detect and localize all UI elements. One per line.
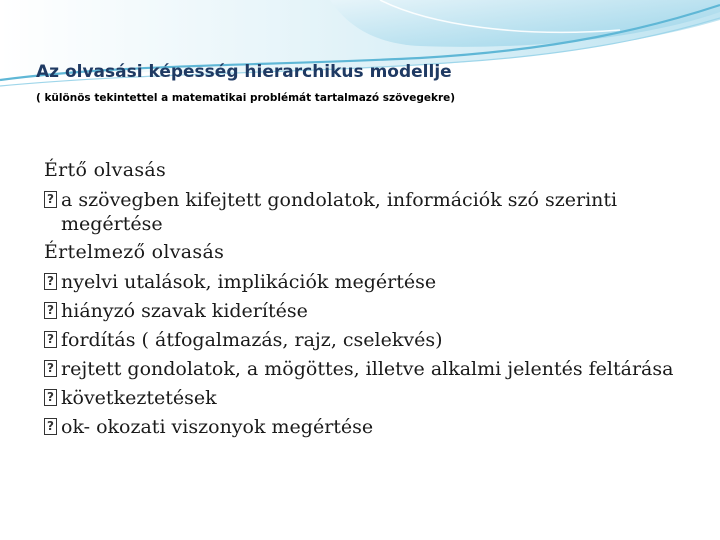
page-subtitle: ( különös tekintettel a matematikai problémát tartalmazó szövegekre): [36, 92, 456, 104]
missing-glyph-icon: [44, 273, 57, 290]
missing-glyph-icon: [44, 389, 57, 406]
list-item: [44, 296, 694, 325]
missing-glyph-icon: [44, 302, 57, 319]
list-item-text: a szövegben kifejtett gondolatok, információk szó szerinti megértése: [61, 189, 618, 235]
page-title: Az olvasási képesség hierarchikus modellje: [36, 62, 452, 82]
section-heading-erto-olvasas: Értő olvasás: [44, 159, 167, 181]
list-item: [44, 383, 694, 412]
list-item: [44, 325, 694, 354]
missing-glyph-icon: [44, 331, 57, 348]
list-item: [44, 267, 694, 296]
list-item: [44, 354, 694, 383]
content-body: [44, 156, 694, 441]
list-item-text: hiányzó szavak kiderítése: [61, 300, 308, 322]
list-item: [44, 185, 694, 238]
list-item: [44, 412, 694, 441]
list-item-text: ok- okozati viszonyok megértése: [61, 416, 374, 438]
list-item-text: fordítás ( átfogalmazás, rajz, cselekvés): [61, 329, 443, 351]
list-item-text: következtetések: [61, 387, 217, 409]
list-item-text: nyelvi utalások, implikációk megértése: [61, 271, 437, 293]
section-heading-ertelmezo-olvasas: Értelmező olvasás: [44, 241, 225, 263]
list-item-text: rejtett gondolatok, a mögöttes, illetve alkalmi jelentés feltárása: [61, 358, 674, 380]
missing-glyph-icon: [44, 418, 57, 435]
missing-glyph-icon: [44, 191, 57, 208]
missing-glyph-icon: [44, 360, 57, 377]
